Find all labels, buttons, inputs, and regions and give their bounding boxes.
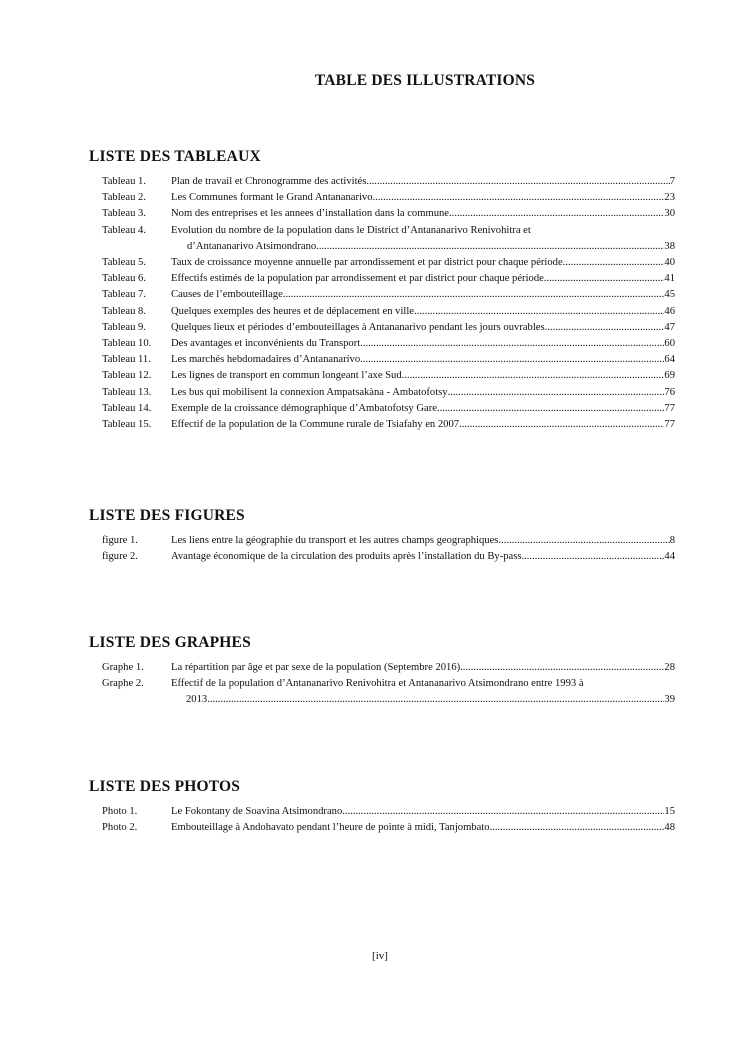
section-title-photos: LISTE DES PHOTOS: [89, 778, 241, 795]
entry-page: 38: [664, 240, 675, 252]
entry-label: figure 1.: [102, 535, 138, 546]
dot-leader: [373, 190, 665, 206]
dot-leader: [498, 533, 669, 549]
dot-leader: [563, 255, 665, 271]
entry-page: 46: [664, 305, 675, 317]
entry-text: Quelques exemples des heures et de déplacement en ville.: [171, 305, 417, 317]
section-title-figures: LISTE DES FIGURES: [89, 507, 245, 524]
toc-entry[interactable]: [89, 271, 675, 287]
dot-leader: [547, 320, 664, 336]
entry-text: Exemple de la croissance démographique d’Ambatofotsy Gare: [171, 402, 437, 414]
dot-leader: [207, 692, 664, 708]
entry-label: Tableau 2.: [102, 192, 146, 204]
entry-page: 45: [664, 289, 675, 301]
entry-page: 39: [664, 694, 675, 706]
entry-page: 7: [669, 176, 675, 187]
toc-entry[interactable]: [89, 304, 675, 320]
entry-label: Tableau 7.: [102, 289, 146, 301]
entry-page: 60: [664, 338, 675, 350]
entry-text: Les lignes de transport en commun longeant l’axe Sud: [171, 370, 402, 382]
toc-entry[interactable]: [89, 206, 675, 222]
dot-leader: [448, 385, 665, 401]
dot-leader: [366, 174, 669, 190]
toc-entry[interactable]: [89, 190, 675, 206]
entry-label: Graphe 2.: [102, 678, 144, 690]
entry-page: 77: [664, 402, 675, 414]
toc-entry[interactable]: [89, 287, 675, 303]
entry-label: Photo 1.: [102, 806, 138, 817]
toc-entry[interactable]: [89, 549, 675, 565]
entry-label: Tableau 11.: [102, 354, 151, 366]
entry-label: Tableau 15.: [102, 419, 152, 431]
dot-leader: [402, 368, 665, 384]
entry-label: Tableau 12.: [102, 370, 152, 382]
entry-label: Photo 2.: [102, 822, 138, 834]
page-number: [iv]: [372, 950, 388, 962]
entry-label: Tableau 9.: [102, 321, 146, 333]
entry-page: 23: [664, 192, 675, 204]
entry-page: 28: [664, 662, 675, 673]
toc-entry[interactable]: [89, 336, 675, 352]
entry-label: Tableau 8.: [102, 305, 146, 317]
entry-text-line2: 2013: [186, 694, 208, 706]
toc-entry[interactable]: [89, 660, 675, 676]
entry-page: 48: [664, 822, 675, 834]
entry-page: 64: [664, 354, 675, 366]
dot-leader: [316, 239, 664, 255]
entry-text: Plan de travail et Chronogramme des activités: [171, 176, 367, 187]
entry-text: Les bus qui mobilisent la connexion Ampatsakàna - Ambatofotsy: [171, 386, 448, 398]
section-graphes: [89, 634, 675, 709]
entry-page: 8: [669, 535, 675, 546]
toc-entry[interactable]: [89, 368, 675, 384]
entry-page: 47: [664, 321, 675, 333]
page-title: TABLE DES ILLUSTRATIONS: [314, 72, 536, 89]
dot-leader: [449, 206, 664, 222]
entry-text: Quelques lieux et périodes d’embouteillages à Antananarivo pendant les jours ouvrables.: [171, 321, 548, 333]
section-title-graphes: LISTE DES GRAPHES: [89, 634, 251, 651]
entry-text: La répartition par âge et par sexe de la population (Septembre 2016): [171, 662, 461, 673]
entry-text: Nom des entreprises et les annees d’installation dans la commune: [171, 208, 450, 220]
toc-entry[interactable]: [89, 820, 675, 836]
entry-text-line2: d’Antananarivo Atsimondrano: [187, 240, 317, 252]
dot-leader: [342, 804, 664, 820]
section-title-tableaux: LISTE DES TABLEAUX: [89, 148, 261, 165]
entry-text: Les Communes formant le Grand Antananarivo: [171, 192, 373, 204]
entry-text: Effectifs estimés de la population par arrondissement et par district pour chaque période: [171, 273, 544, 285]
section-figures: [89, 507, 675, 565]
entry-page: 41: [664, 273, 675, 285]
toc-entry[interactable]: [89, 352, 675, 368]
entry-text: Les marchés hebdomadaires d’Antananarivo: [171, 354, 361, 366]
entry-text: Avantage économique de la circulation des produits après l’installation du By-pass: [171, 551, 522, 563]
entry-page: 44: [664, 551, 675, 563]
dot-leader: [521, 549, 664, 565]
entry-page: 77: [664, 419, 675, 431]
entry-label: figure 2.: [102, 551, 138, 563]
entry-page: 69: [664, 370, 675, 382]
toc-entry[interactable]: [89, 676, 675, 708]
entry-text: Effectif de la population de la Commune rurale de Tsiafahy en 2007: [171, 419, 460, 431]
entry-label: Tableau 13.: [102, 386, 152, 398]
dot-leader: [437, 401, 664, 417]
entry-label: Graphe 1.: [102, 662, 144, 673]
entry-page: 76: [664, 386, 675, 398]
entry-text-line1: Evolution du nombre de la population dans le District d’Antananarivo Renivohitra et: [171, 224, 531, 236]
entry-label: Tableau 10.: [102, 338, 152, 350]
toc-entry[interactable]: [89, 385, 675, 401]
toc-entry[interactable]: [89, 417, 675, 433]
entry-label: Tableau 5.: [102, 257, 146, 269]
entry-label: Tableau 14.: [102, 402, 152, 414]
entry-text: Des avantages et inconvénients du Transport: [171, 338, 361, 350]
toc-entry[interactable]: [89, 255, 675, 271]
toc-entry[interactable]: [89, 401, 675, 417]
dot-leader: [360, 336, 664, 352]
entry-text: Le Fokontany de Soavina Atsimondrano: [171, 806, 343, 817]
entry-label: Tableau 3.: [102, 208, 146, 220]
entry-page: 30: [664, 208, 675, 220]
entry-label: Tableau 1.: [102, 176, 146, 187]
entry-text: Taux de croissance moyenne annuelle par arrondissement et par district pour chaque période: [171, 257, 563, 269]
dot-leader: [544, 271, 665, 287]
dot-leader: [460, 660, 664, 676]
section-photos: [89, 778, 675, 836]
toc-entry[interactable]: [89, 804, 675, 820]
section-tableaux: [89, 148, 675, 433]
dot-leader: [490, 820, 665, 836]
dot-leader: [459, 417, 664, 433]
entry-label: Tableau 6.: [102, 273, 146, 285]
entry-text: Causes de l’embouteillage: [171, 289, 283, 301]
entry-page: 15: [664, 806, 675, 817]
entry-page: 40: [664, 257, 675, 269]
dot-leader: [283, 287, 665, 303]
toc-entry[interactable]: [89, 533, 675, 549]
dot-leader: [360, 352, 664, 368]
toc-entry[interactable]: [89, 174, 675, 190]
entry-text: Embouteillage à Andohavato pendant l’heure de pointe à midi, Tanjombato: [171, 822, 490, 834]
dot-leader: [417, 304, 665, 320]
toc-entry[interactable]: [89, 320, 675, 336]
toc-entry[interactable]: [89, 223, 675, 255]
entry-label: Tableau 4.: [102, 224, 146, 236]
entry-text-line1: Effectif de la population d’Antananarivo Renivohitra et Antananarivo Atsimondrano entre 1993 à: [171, 678, 584, 690]
entry-text: Les liens entre la géographie du transport et les autres champs geographiques: [171, 535, 499, 546]
